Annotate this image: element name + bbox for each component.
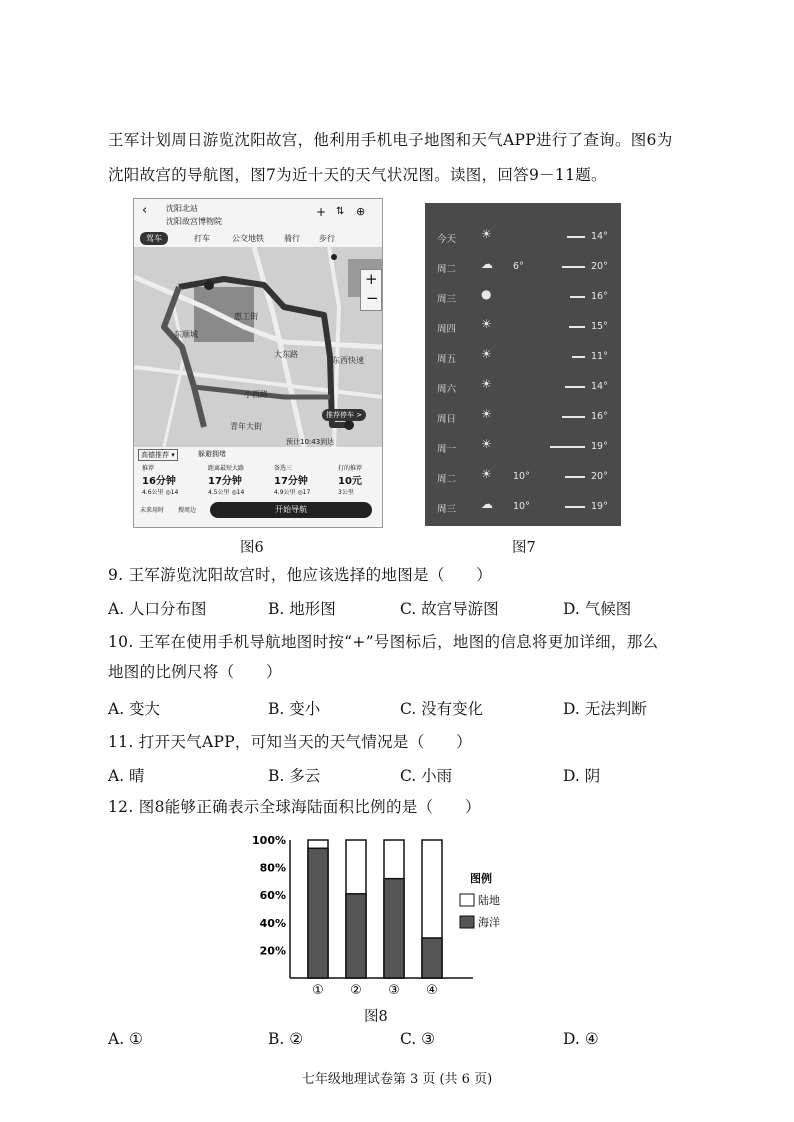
parking-chip[interactable]: 推荐停车 > — [322, 409, 366, 421]
temperature-range-bar — [565, 386, 585, 388]
tab-recommend[interactable]: 高德推荐 ▾ — [138, 449, 178, 461]
cloudy-icon: ☁ — [481, 257, 493, 271]
intro-line-2: 沈阳故宫的导航图，图7为近十天的天气状况图。读图，回答9－11题。 — [108, 166, 607, 184]
weather-high-temp: 14° — [591, 381, 608, 392]
weather-row — [425, 495, 621, 520]
weather-day: 周四 — [437, 324, 457, 335]
figure-8-caption: 图8 — [364, 1009, 388, 1025]
q10-option-c[interactable]: C. 没有变化 — [400, 700, 484, 718]
page-footer: 七年级地理试卷第 3 页 (共 6 页) — [301, 1072, 493, 1087]
weather-high-temp: 11° — [591, 351, 608, 362]
figure-7-caption: 图7 — [512, 540, 536, 556]
sunny-icon: ☀ — [481, 317, 492, 331]
category-label: ④ — [426, 983, 438, 998]
bar-ocean — [308, 848, 328, 978]
weather-day: 周一 — [437, 444, 457, 455]
weather-high-temp: 20° — [591, 261, 608, 272]
legend-swatch-land — [460, 894, 474, 906]
route-panel — [134, 447, 382, 527]
weather-day: 周五 — [437, 354, 457, 365]
route-option-4[interactable]: 打的推荐 10元 3公里 — [338, 465, 363, 496]
weather-day: 周二 — [437, 474, 457, 485]
land-sea-bar-chart — [248, 828, 528, 1003]
q12-option-a[interactable]: A. ① — [108, 1030, 143, 1048]
zoom-out-button[interactable]: − — [366, 289, 379, 307]
weather-high-temp: 14° — [591, 231, 608, 242]
weather-high-temp: 19° — [591, 441, 608, 452]
weather-day: 周二 — [437, 264, 457, 275]
weather-row — [425, 225, 621, 250]
y-tick-label: 40% — [259, 916, 286, 930]
y-tick-label: 20% — [259, 944, 286, 958]
sunny-icon: ☀ — [481, 467, 492, 481]
tab-bike[interactable]: 骑行 — [284, 234, 300, 243]
weather-high-temp: 19° — [591, 501, 608, 512]
category-label: ① — [312, 983, 324, 998]
route-header — [134, 199, 382, 229]
intro-line-1: 王军计划周日游览沈阳故宫，他利用手机电子地图和天气APP进行了查询。图6为 — [108, 131, 673, 149]
figure-6-caption: 图6 — [240, 540, 264, 556]
map-label: 东顺城 — [174, 330, 198, 339]
map-label: 大东路 — [274, 350, 298, 359]
legend-label-ocean: 海洋 — [478, 916, 500, 929]
question-9-stem: 9. 王军游览沈阳故宫时，他应该选择的地图是（ ） — [108, 566, 493, 584]
weather-high-temp: 16° — [591, 291, 608, 302]
legend-title: 图例 — [470, 872, 492, 885]
route-to: 沈阳故宫博物院 — [166, 217, 222, 226]
start-navigation-button[interactable]: 开始导航 — [210, 502, 372, 518]
temperature-range-bar — [570, 296, 585, 298]
y-tick-label: 80% — [259, 861, 286, 875]
sunny-icon: ☀ — [481, 407, 492, 421]
legend-swatch-ocean — [460, 916, 474, 928]
q11-option-d[interactable]: D. 阴 — [563, 767, 601, 785]
travel-mode-tabs — [134, 229, 382, 248]
cloudy-icon: ☁ — [481, 497, 493, 511]
temperature-range-bar — [572, 356, 585, 358]
future-time-button[interactable]: 未来用时 — [140, 507, 165, 514]
category-label: ③ — [388, 983, 400, 998]
map-label: 东西快速 — [332, 356, 364, 365]
weather-high-temp: 20° — [591, 471, 608, 482]
q10-option-d[interactable]: D. 无法判断 — [563, 700, 647, 718]
question-12-stem: 12. 图8能够正确表示全球海陆面积比例的是（ ） — [108, 798, 481, 816]
y-tick-label: 100% — [252, 834, 286, 847]
q9-option-c[interactable]: C. 故宫导游图 — [400, 600, 499, 618]
weather-day: 周日 — [437, 414, 457, 425]
weather-low-temp: 10° — [513, 501, 530, 512]
question-10-stem-line-2: 地图的比例尺将（ ） — [108, 663, 282, 681]
temperature-range-bar — [562, 416, 585, 418]
weather-row — [425, 285, 621, 310]
y-tick-label: 60% — [259, 889, 286, 903]
route-option-1[interactable]: 推荐 16分钟 4.6公里 ◎14 — [142, 465, 179, 496]
q11-option-a[interactable]: A. 晴 — [108, 767, 145, 785]
add-waypoint-icon[interactable]: + — [316, 205, 327, 219]
tab-taxi[interactable]: 打车 — [194, 234, 210, 243]
temperature-range-bar — [565, 476, 585, 478]
weather-row — [425, 375, 621, 400]
weather-row — [425, 405, 621, 430]
map-label: 惠工街 — [234, 312, 258, 321]
weather-day: 周六 — [437, 384, 457, 395]
question-10-stem-line-1: 10. 王军在使用手机导航地图时按“+”号图标后，地图的信息将更加详细，那么 — [108, 633, 659, 651]
bar-ocean — [384, 879, 404, 978]
q10-option-a[interactable]: A. 变大 — [108, 700, 161, 718]
route-from: 沈阳北站 — [166, 204, 198, 213]
back-arrow-icon[interactable]: ‹ — [142, 203, 148, 218]
sunny-icon: ☀ — [481, 227, 492, 241]
weather-row — [425, 255, 621, 280]
weather-high-temp: 16° — [591, 411, 608, 422]
weather-high-temp: 15° — [591, 321, 608, 332]
tab-transit[interactable]: 公交地铁 — [232, 234, 264, 243]
q11-option-c[interactable]: C. 小雨 — [400, 767, 453, 785]
route-option-2[interactable]: 距离最短大路 17分钟 4.5公里 ◎14 — [208, 465, 245, 496]
tab-avoid-jam[interactable]: 躲避拥堵 — [198, 450, 226, 458]
eta-text: 预计10:43到达 — [286, 438, 335, 446]
temperature-range-bar — [550, 446, 585, 448]
q12-option-d[interactable]: D. ④ — [563, 1030, 599, 1048]
weather-day: 今天 — [437, 234, 457, 245]
q9-option-b[interactable]: B. 地形图 — [268, 600, 336, 618]
more-icon[interactable]: ⊕ — [356, 205, 366, 218]
weather-low-temp: 6° — [513, 261, 524, 272]
search-nearby-button[interactable]: 搜周边 — [178, 507, 197, 514]
weather-figure — [425, 203, 621, 526]
bar-ocean — [422, 938, 442, 978]
cloudy-icon: ● — [481, 287, 492, 301]
q11-option-b[interactable]: B. 多云 — [268, 767, 321, 785]
sunny-icon: ☀ — [481, 437, 492, 451]
weather-low-temp: 10° — [513, 471, 530, 482]
q12-option-b[interactable]: B. ② — [268, 1030, 304, 1048]
swap-icon[interactable]: ⇅ — [336, 206, 345, 217]
zoom-control — [360, 269, 382, 311]
weather-row — [425, 315, 621, 340]
temperature-range-bar — [567, 236, 585, 238]
question-11-stem: 11. 打开天气APP，可知当天的天气情况是（ ） — [108, 733, 472, 751]
map-label: 小西路 — [244, 390, 268, 399]
weather-row — [425, 435, 621, 460]
category-label: ② — [350, 983, 362, 998]
tab-walk[interactable]: 步行 — [319, 234, 335, 243]
legend-label-land: 陆地 — [478, 894, 500, 907]
bar-ocean — [346, 894, 366, 978]
weather-row — [425, 465, 621, 490]
q9-option-d[interactable]: D. 气候图 — [563, 600, 632, 618]
route-option-3[interactable]: 备选三 17分钟 4.9公里 ◎17 — [274, 465, 311, 496]
temperature-range-bar — [565, 506, 585, 508]
map-label: 青年大街 — [230, 422, 262, 431]
q12-option-c[interactable]: C. ③ — [400, 1030, 436, 1048]
weather-day: 周三 — [437, 294, 457, 305]
zoom-in-button[interactable]: + — [365, 270, 378, 288]
sunny-icon: ☀ — [481, 377, 492, 391]
temperature-range-bar — [562, 266, 585, 268]
weather-day: 周三 — [437, 504, 457, 515]
sunny-icon: ☀ — [481, 347, 492, 361]
q10-option-b[interactable]: B. 变小 — [268, 700, 321, 718]
tab-drive[interactable]: 驾车 — [140, 232, 168, 245]
navigation-map-figure — [133, 198, 383, 528]
temperature-range-bar — [569, 326, 585, 328]
weather-row — [425, 345, 621, 370]
q9-option-a[interactable]: A. 人口分布图 — [108, 600, 207, 618]
